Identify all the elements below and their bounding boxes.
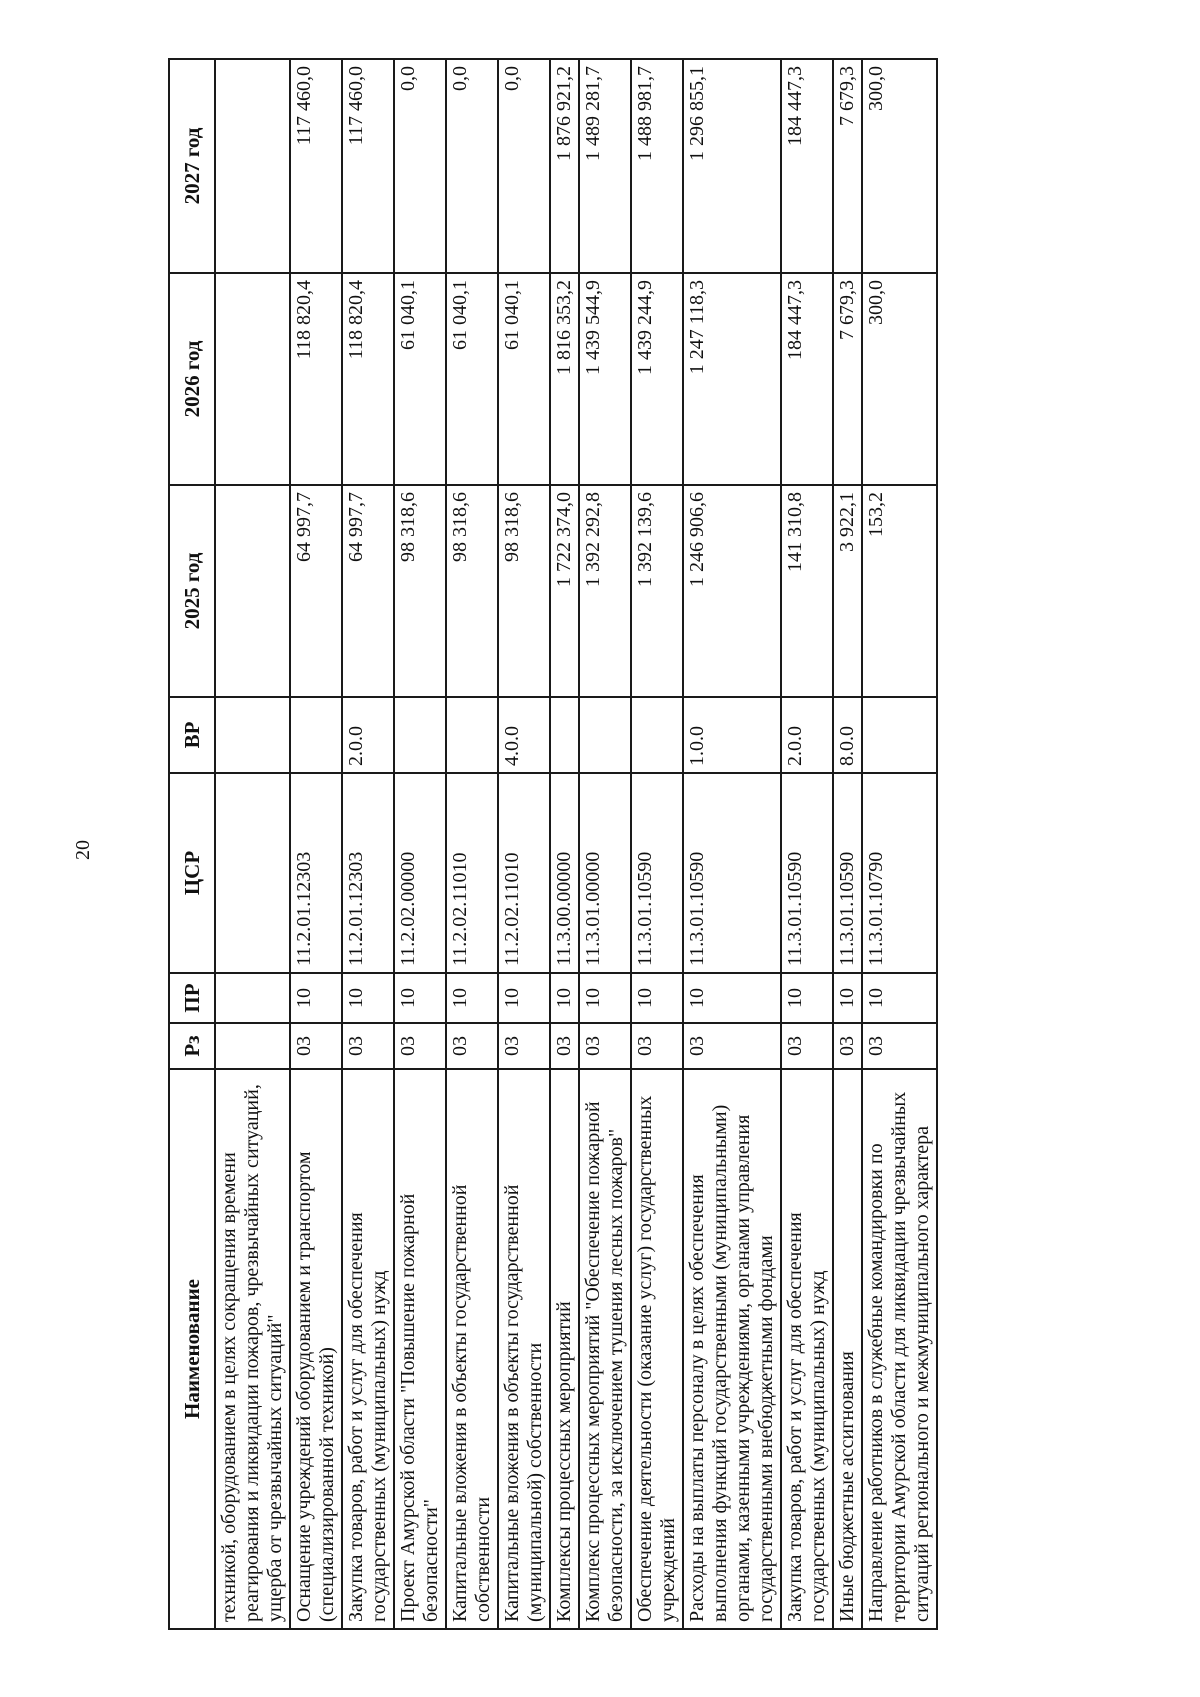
cell-rz: 03 [342, 1023, 394, 1069]
cell-pr: 10 [781, 973, 833, 1023]
cell-y2027: 1 488 981,7 [631, 59, 683, 273]
cell-csr: 11.2.02.00000 [394, 773, 446, 973]
cell-vr: 2.0.0 [342, 697, 394, 773]
cell-y2026: 1 247 118,3 [683, 273, 781, 485]
cell-y2026: 1 816 353,2 [550, 273, 579, 485]
cell-vr: 8.0.0 [833, 697, 862, 773]
header-2025: 2025 год [169, 485, 215, 697]
cell-y2027: 7 679,3 [833, 59, 862, 273]
cell-rz: 03 [446, 1023, 498, 1069]
cell-rz: 03 [683, 1023, 781, 1069]
cell-csr: 11.3.01.10590 [631, 773, 683, 973]
budget-table [168, 58, 938, 1630]
cell-csr: 11.3.01.00000 [579, 773, 631, 973]
cell-y2027: 117 460,0 [342, 59, 394, 273]
cell-rz: 03 [550, 1023, 579, 1069]
cell-y2027: 117 460,0 [290, 59, 342, 273]
cell-vr [862, 697, 937, 773]
cell-y2026: 118 820,4 [290, 273, 342, 485]
table-row [862, 59, 937, 1629]
cell-name: Комплекс процессных мероприятий "Обеспечение пожарной безопасности, за исключением тушения лесных пожаров" [579, 1069, 631, 1629]
cell-csr: 11.2.02.11010 [498, 773, 550, 973]
cell-pr [215, 973, 290, 1023]
cell-csr: 11.3.00.00000 [550, 773, 579, 973]
cell-vr [550, 697, 579, 773]
cell-y2025: 1 392 292,8 [579, 485, 631, 697]
cell-y2025: 98 318,6 [446, 485, 498, 697]
table-row [498, 59, 550, 1629]
header-pr: ПР [169, 973, 215, 1023]
cell-pr: 10 [631, 973, 683, 1023]
cell-y2026: 184 447,3 [781, 273, 833, 485]
table-row [290, 59, 342, 1629]
cell-rz: 03 [631, 1023, 683, 1069]
cell-csr: 11.3.01.10790 [862, 773, 937, 973]
cell-vr: 2.0.0 [781, 697, 833, 773]
header-2027: 2027 год [169, 59, 215, 273]
cell-y2025: 1 246 906,6 [683, 485, 781, 697]
cell-y2026: 300,0 [862, 273, 937, 485]
cell-csr: 11.2.01.12303 [290, 773, 342, 973]
cell-pr: 10 [579, 973, 631, 1023]
cell-rz: 03 [833, 1023, 862, 1069]
table-row [215, 59, 290, 1629]
cell-name: Капитальные вложения в объекты государственной (муниципальной) собственности [498, 1069, 550, 1629]
cell-y2027: 1 296 855,1 [683, 59, 781, 273]
cell-rz [215, 1023, 290, 1069]
cell-name: Расходы на выплаты персоналу в целях обеспечения выполнения функций государственными (муниципальными) органами, казенными учреждениями, органами управления государственными внебюджетными фондами [683, 1069, 781, 1629]
table-row [342, 59, 394, 1629]
cell-vr [631, 697, 683, 773]
cell-y2026: 118 820,4 [342, 273, 394, 485]
cell-y2025: 153,2 [862, 485, 937, 697]
cell-y2025: 1 722 374,0 [550, 485, 579, 697]
table-row [446, 59, 498, 1629]
cell-y2025 [215, 485, 290, 697]
cell-name: Проект Амурской области "Повышение пожарной безопасности" [394, 1069, 446, 1629]
cell-pr: 10 [550, 973, 579, 1023]
cell-y2025: 98 318,6 [394, 485, 446, 697]
cell-vr [446, 697, 498, 773]
header-vr: ВР [169, 697, 215, 773]
page-number: 20 [72, 840, 94, 860]
cell-y2026: 61 040,1 [446, 273, 498, 485]
cell-y2025: 3 922,1 [833, 485, 862, 697]
cell-vr: 4.0.0 [498, 697, 550, 773]
cell-y2025: 64 997,7 [342, 485, 394, 697]
cell-name: Направление работников в служебные командировки по территории Амурской области для ликвидации чрезвычайных ситуаций регионального и межмуниципального характера [862, 1069, 937, 1629]
cell-name: Оснащение учреждений оборудованием и транспортом (специализированной техникой) [290, 1069, 342, 1629]
cell-name: Иные бюджетные ассигнования [833, 1069, 862, 1629]
cell-pr: 10 [833, 973, 862, 1023]
cell-csr: 11.2.02.11010 [446, 773, 498, 973]
cell-pr: 10 [394, 973, 446, 1023]
table-row [550, 59, 579, 1629]
cell-name: Капитальные вложения в объекты государственной собственности [446, 1069, 498, 1629]
table-row [394, 59, 446, 1629]
cell-name: Закупка товаров, работ и услуг для обеспечения государственных (муниципальных) нужд [342, 1069, 394, 1629]
cell-csr [215, 773, 290, 973]
header-2026: 2026 год [169, 273, 215, 485]
cell-y2027: 0,0 [394, 59, 446, 273]
cell-y2027 [215, 59, 290, 273]
cell-pr: 10 [290, 973, 342, 1023]
rotated-table-wrapper [168, 60, 1090, 1630]
cell-name: Комплексы процессных мероприятий [550, 1069, 579, 1629]
table-row [833, 59, 862, 1629]
cell-rz: 03 [394, 1023, 446, 1069]
cell-pr: 10 [446, 973, 498, 1023]
cell-pr: 10 [683, 973, 781, 1023]
cell-y2026: 1 439 244,9 [631, 273, 683, 485]
cell-vr [290, 697, 342, 773]
table-row [781, 59, 833, 1629]
cell-csr: 11.2.01.12303 [342, 773, 394, 973]
header-row [169, 59, 215, 1629]
cell-y2026 [215, 273, 290, 485]
table-row [579, 59, 631, 1629]
cell-y2027: 1 489 281,7 [579, 59, 631, 273]
cell-csr: 11.3.01.10590 [683, 773, 781, 973]
cell-rz: 03 [579, 1023, 631, 1069]
header-rz: Рз [169, 1023, 215, 1069]
cell-name: Закупка товаров, работ и услуг для обеспечения государственных (муниципальных) нужд [781, 1069, 833, 1629]
cell-rz: 03 [498, 1023, 550, 1069]
cell-vr [394, 697, 446, 773]
cell-y2026: 7 679,3 [833, 273, 862, 485]
cell-y2025: 64 997,7 [290, 485, 342, 697]
cell-vr [215, 697, 290, 773]
cell-y2027: 300,0 [862, 59, 937, 273]
cell-y2025: 1 392 139,6 [631, 485, 683, 697]
table-row [683, 59, 781, 1629]
cell-pr: 10 [342, 973, 394, 1023]
cell-pr: 10 [498, 973, 550, 1023]
cell-rz: 03 [781, 1023, 833, 1069]
header-csr: ЦСР [169, 773, 215, 973]
cell-name: техникой, оборудованием в целях сокращения времени реагирования и ликвидации пожаров, чрезвычайных ситуаций, ущерба от чрезвычайных ситуаций" [215, 1069, 290, 1629]
cell-name: Обеспечение деятельности (оказание услуг) государственных учреждений [631, 1069, 683, 1629]
cell-y2027: 0,0 [446, 59, 498, 273]
table-body [215, 59, 937, 1629]
cell-y2026: 1 439 544,9 [579, 273, 631, 485]
cell-csr: 11.3.01.10590 [781, 773, 833, 973]
cell-csr: 11.3.01.10590 [833, 773, 862, 973]
header-name: Наименование [169, 1069, 215, 1629]
cell-vr: 1.0.0 [683, 697, 781, 773]
cell-y2025: 98 318,6 [498, 485, 550, 697]
cell-y2027: 184 447,3 [781, 59, 833, 273]
cell-pr: 10 [862, 973, 937, 1023]
cell-y2027: 0,0 [498, 59, 550, 273]
cell-y2025: 141 310,8 [781, 485, 833, 697]
cell-rz: 03 [862, 1023, 937, 1069]
table-row [631, 59, 683, 1629]
cell-rz: 03 [290, 1023, 342, 1069]
cell-y2026: 61 040,1 [498, 273, 550, 485]
cell-y2026: 61 040,1 [394, 273, 446, 485]
cell-vr [579, 697, 631, 773]
cell-y2027: 1 876 921,2 [550, 59, 579, 273]
